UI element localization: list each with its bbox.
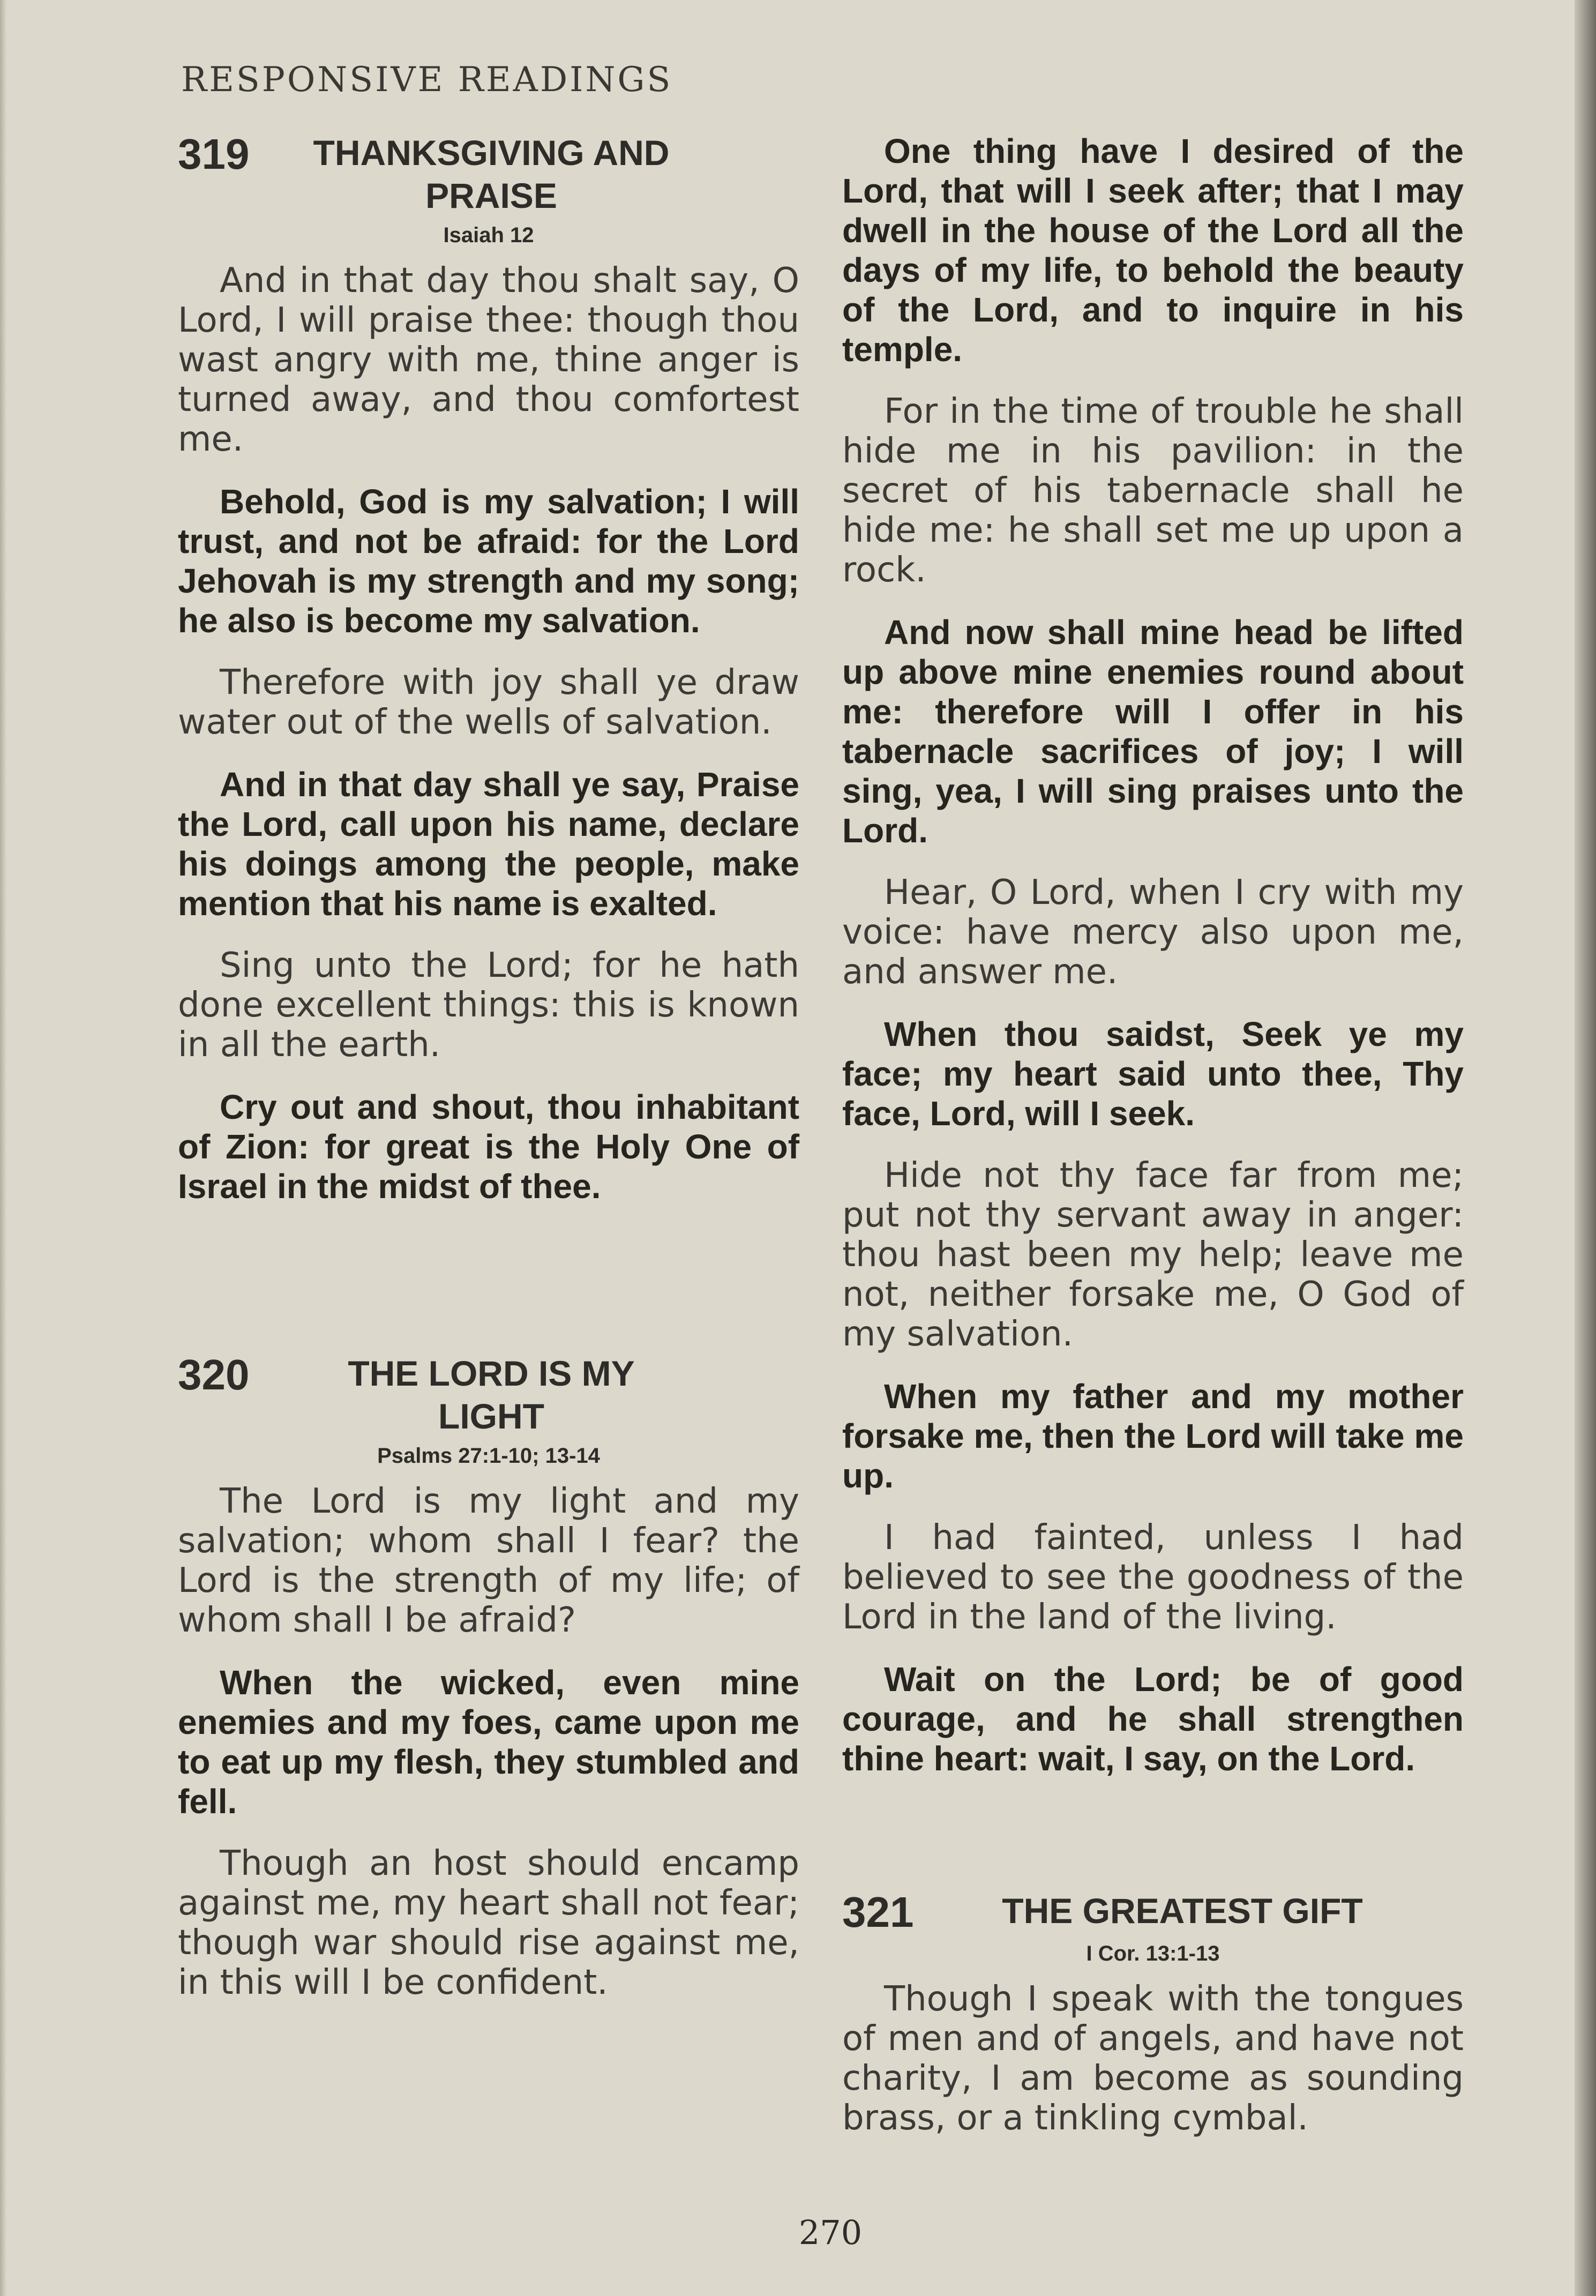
reading-number: 320: [178, 1351, 250, 1398]
page-left-edge: [0, 0, 6, 2296]
scripture-reference: I Cor. 13:1-13: [1086, 1942, 1220, 1965]
leader-verse: Hide not thy face far from me; put not thy servant away in anger: thou hast been my help; leave me not, neither forsake me, O God of my salvation.: [842, 1156, 1464, 1354]
reading-title: [280, 1352, 799, 1438]
response-verse: Cry out and shout, thou inhabitant of Zion: for great is the Holy One of Israel in the midst of thee.: [178, 1088, 799, 1206]
response-verse: And now shall mine head be lifted up above mine enemies round about me: therefore will I offer in his tabernacle sacrifices of joy; I will sing, yea, I will sing praises unto the Lord.: [842, 613, 1464, 850]
reading-320: [178, 1352, 799, 2002]
leader-verse: And in that day thou shalt say, O Lord, I will praise thee: though thou wast angry with me, thine anger is turned away, and thou comfortest me.: [178, 261, 799, 459]
right-column: [842, 131, 1464, 2160]
reading-320-continued: [842, 131, 1464, 1778]
reading-319: [178, 131, 799, 1206]
reading-title-line: PRAISE: [425, 176, 557, 215]
left-column: [178, 131, 799, 2025]
leader-verse: Therefore with joy shall ye draw water out of the wells of salvation.: [178, 663, 799, 742]
leader-verse: Though an host should encamp against me, my heart shall not fear; though war should rise against me, in this will I be confident.: [178, 1844, 799, 2002]
response-verse: Wait on the Lord; be of good courage, and he shall strengthen thine heart: wait, I say, on the Lord.: [842, 1660, 1464, 1778]
leader-verse: Sing unto the Lord; for he hath done excellent things: this is known in all the earth.: [178, 946, 799, 1065]
response-verse: When the wicked, even mine enemies and my foes, came upon me to eat up my flesh, they stumbled and fell.: [178, 1663, 799, 1821]
response-verse: Behold, God is my salvation; I will trust, and not be afraid: for the Lord Jehovah is my strength and my song; he also is become my salvation.: [178, 482, 799, 640]
reading-title: [280, 131, 799, 217]
page-number: 270: [798, 2213, 863, 2252]
running-header: RESPONSIVE READINGS: [181, 60, 673, 100]
reading-title-line: LIGHT: [438, 1396, 544, 1436]
reading-header: [178, 1352, 799, 1438]
section-spacer: [842, 1801, 1464, 1889]
reading-321: [842, 1889, 1464, 2138]
page-binding-shadow: [1575, 0, 1596, 2296]
response-verse: When thou saidst, Seek ye my face; my heart said unto thee, Thy face, Lord, will I seek.: [842, 1015, 1464, 1133]
response-verse: When my father and my mother forsake me, then the Lord will take me up.: [842, 1377, 1464, 1495]
scripture-reference: Psalms 27:1-10; 13-14: [377, 1444, 600, 1468]
scripture-reference: Isaiah 12: [443, 223, 534, 247]
leader-verse: I had fainted, unless I had believed to see the goodness of the Lord in the land of the living.: [842, 1518, 1464, 1637]
reading-number: 319: [178, 130, 250, 178]
reading-header: [842, 1889, 1464, 1935]
reading-title-line: THE GREATEST GIFT: [1002, 1891, 1363, 1931]
section-spacer: [178, 1229, 799, 1352]
response-verse: And in that day shall ye say, Praise the Lord, call upon his name, declare his doings among the people, make mention that his name is exalted.: [178, 765, 799, 923]
reading-title-line: THE LORD IS MY: [348, 1353, 635, 1393]
reading-number: 321: [842, 1888, 914, 1936]
reading-title-line: THANKSGIVING AND: [313, 133, 670, 173]
leader-verse: Hear, O Lord, when I cry with my voice: have mercy also upon me, and answer me.: [842, 873, 1464, 992]
leader-verse: For in the time of trouble he shall hide me in his pavilion: in the secret of his tabernacle shall he hide me: he shall set me up upon a rock.: [842, 392, 1464, 590]
leader-verse: The Lord is my light and my salvation; whom shall I fear? the Lord is the strength of my life; of whom shall I be afraid?: [178, 1482, 799, 1640]
leader-verse: Though I speak with the tongues of men and of angels, and have not charity, I am become as sounding brass, or a tinkling cymbal.: [842, 1979, 1464, 2138]
response-verse: One thing have I desired of the Lord, that will I seek after; that I may dwell in the house of the Lord all the days of my life, to behold the beauty of the Lord, and to inquire in his temple.: [842, 132, 1464, 369]
reading-header: [178, 131, 799, 217]
reading-title: [944, 1889, 1464, 1932]
